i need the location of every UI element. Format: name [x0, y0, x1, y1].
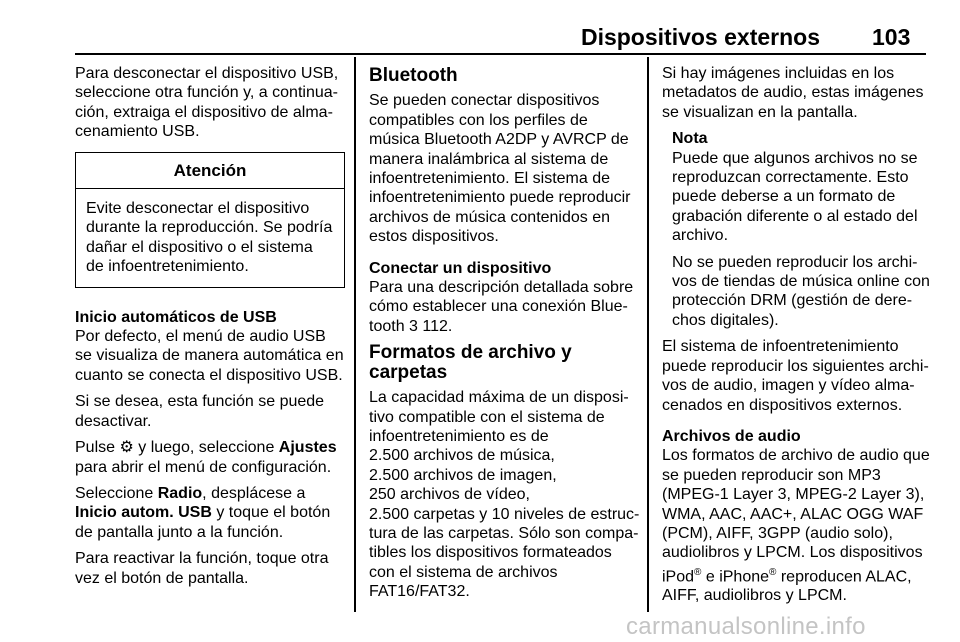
registered-mark-1: ® [694, 566, 702, 578]
radio-term: Radio [157, 484, 203, 502]
audio-files-heading: Archivos de audio [662, 427, 801, 445]
column-divider-2 [647, 57, 649, 612]
audio-text-b: e iPhone [701, 568, 770, 586]
capacity-paragraph: La capacidad máxima de un disposi-tivo compatible con el sistema de infoentretenimiento es de [369, 389, 629, 445]
page-number: 103 [872, 24, 911, 50]
column-2 [369, 64, 641, 602]
watermark: carmanualsonline.info [626, 613, 866, 640]
bluetooth-heading: Bluetooth [369, 65, 458, 86]
capacity-line-2: 2.500 archivos de imagen, [369, 466, 557, 484]
column-3 [662, 64, 930, 613]
audio-files-paragraph [662, 446, 930, 606]
settings-text-b: y luego, seleccione [133, 439, 279, 457]
settings-text-c: para abrir el menú de configuración. [75, 458, 332, 476]
auto-start-term: Inicio autom. USB [75, 504, 212, 522]
audio-text-a: Los formatos de archivo de audio que se pueden reproducir son MP3 (MPEG-1 Layer 3, MPEG-2 Layer 3), WMA, AAC, AAC+, ALAC OGG WAF (PCM), AIFF, 3GPP (audio solo), audiolibros y LPCM. Los dispositivos iPod [662, 447, 930, 586]
auto-start-paragraph: Por defecto, el menú de audio USB se visualiza de manera automática en cuanto se conecta el dispositivo USB. [75, 328, 344, 384]
capacity-line-1: 2.500 archivos de música, [369, 447, 555, 465]
settings-term: Ajustes [278, 439, 337, 457]
caution-box [75, 152, 345, 288]
note-box [662, 129, 930, 330]
page-title: Dispositivos externos [580, 24, 820, 50]
registered-mark-2: ® [769, 566, 777, 578]
audio-text-c: reproducen ALAC, AIFF, audiolibros y LPCM. [662, 568, 912, 605]
connect-heading: Conectar un dispositivo [369, 259, 552, 277]
deactivate-paragraph: Si se desea, esta función se puede desactivar. [75, 393, 325, 430]
header-rule [75, 53, 926, 55]
bluetooth-paragraph: Se pueden conectar dispositivos compatibles con los perfiles de música Bluetooth A2DP y AVRCP de manera inalámbrica al sistema de infoentretenimiento. El sistema de infoentretenimiento puede reproducir archivos de música contenidos en estos dispositivos. [369, 92, 631, 246]
select-text-c: y toque el botón de pantalla junto a la función. [75, 504, 331, 541]
capacity-line-3: 250 archivos de vídeo, [369, 486, 530, 504]
caution-title: Atención [76, 153, 344, 189]
gear-icon: ⚙ [119, 439, 134, 457]
reactivate-paragraph: Para reactivar la función, toque otra vez el botón de pantalla. [75, 550, 329, 587]
formats-heading: Formatos de archivo y carpetas [369, 342, 572, 383]
column-1 [75, 64, 345, 595]
select-paragraph [75, 484, 345, 542]
system-paragraph: El sistema de infoentretenimiento puede reproducir los siguientes archi-vos de audio, imagen y vídeo alma-cenados en dispositivos externos. [662, 338, 929, 414]
note-title: Nota [672, 130, 708, 148]
capacity-line-4: 2.500 carpetas y 10 niveles de estruc-tura de las carpetas. Sólo son compa-tibles los dispositivos formateados con el sistema de archivos FAT16/FAT32. [369, 505, 640, 601]
select-text-a: Seleccione [75, 484, 158, 502]
page-reference: 3 112. [409, 317, 453, 335]
settings-paragraph [75, 438, 345, 477]
caution-text: Evite desconectar el dispositivo durante la reproducción. Se podría dañar el dispositivo o el sistema de infoentretenimiento. [86, 200, 333, 276]
note-paragraph-2: No se pueden reproducir los archi-vos de tiendas de música online con protección DRM (gestión de dere-chos digitales). [672, 253, 930, 329]
note-paragraph-1: Puede que algunos archivos no se reproduzcan correctamente. Esto puede deberse a un formato de grabación diferente o al estado del archivo. [672, 149, 918, 245]
auto-start-heading: Inicio automáticos de USB [75, 308, 277, 326]
settings-text-a: Pulse [75, 439, 120, 457]
select-text-b: , desplácese a [202, 484, 306, 502]
connect-text: Para una descripción detallada sobre cómo establecer una conexión Blue-tooth [369, 279, 634, 335]
connect-paragraph [369, 278, 641, 336]
column-divider-1 [354, 57, 356, 612]
usb-disconnect-paragraph: Para desconectar el dispositivo USB, seleccione otra función y, a continua-ción, extraiga el dispositivo de alma-cenamiento USB. [75, 65, 339, 141]
images-paragraph: Si hay imágenes incluidas en los metadatos de audio, estas imágenes se visualizan en la pantalla. [662, 65, 924, 121]
